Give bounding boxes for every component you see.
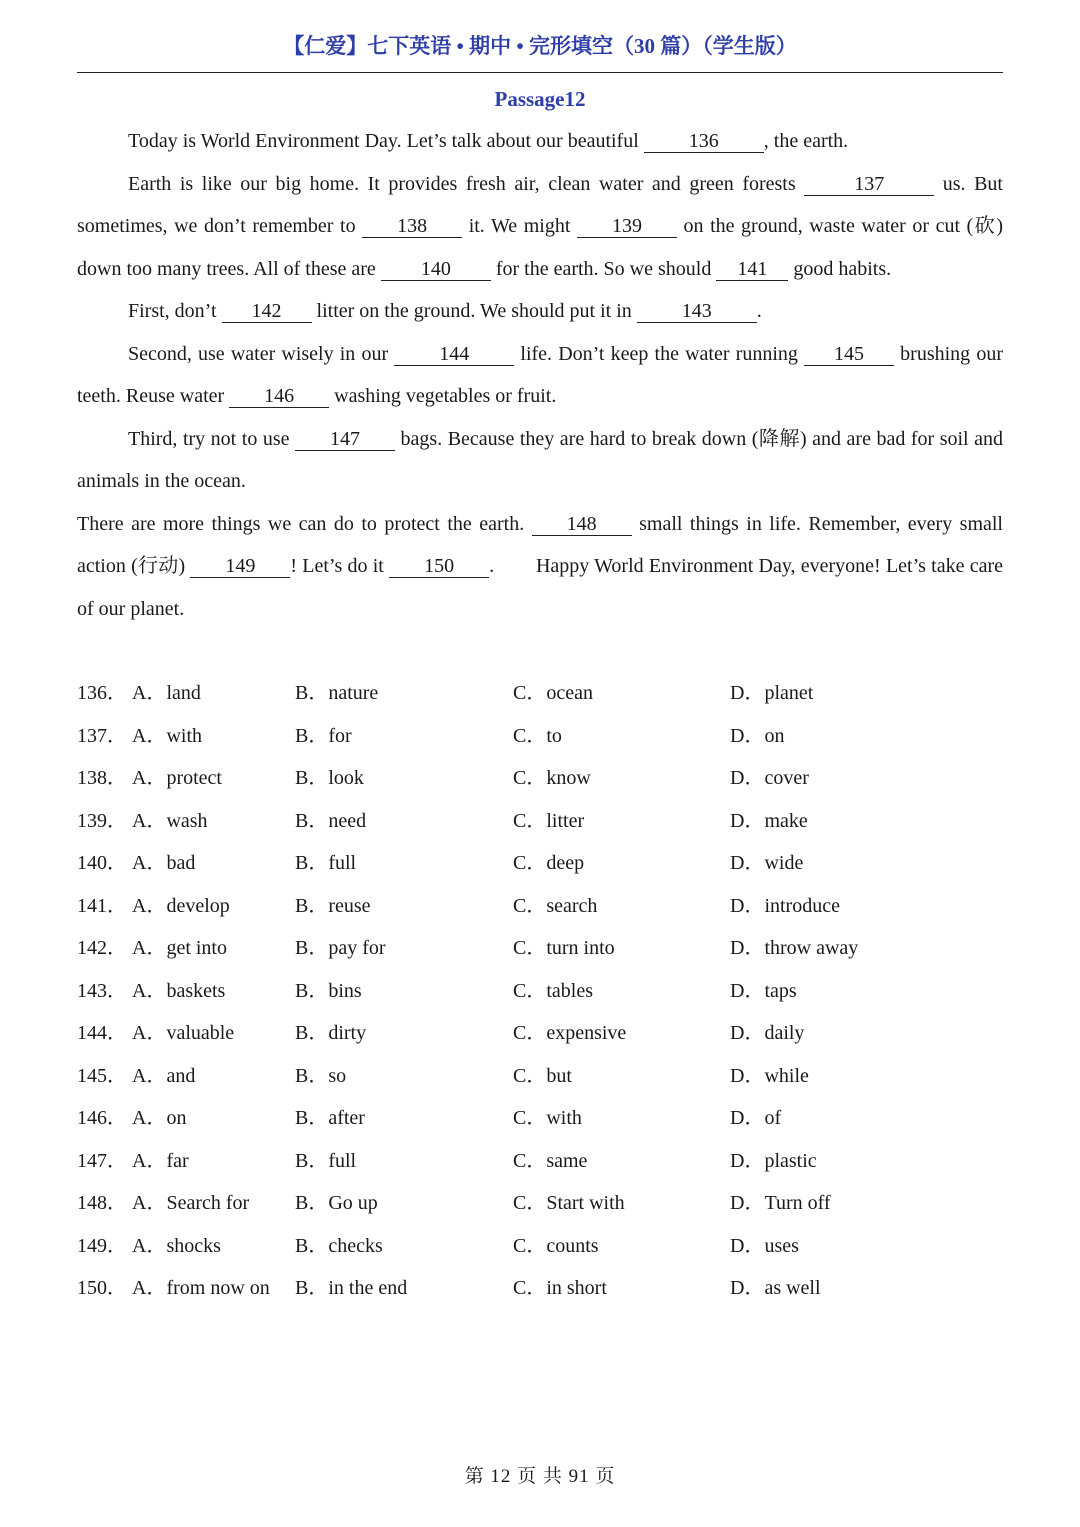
option-a: A．baskets — [132, 979, 226, 1002]
question-number: 142． — [77, 937, 127, 959]
question-row — [77, 715, 1003, 758]
option-a: A．Search for — [132, 1192, 250, 1214]
blank-140: 140 — [381, 258, 491, 281]
blank-150: 150 — [389, 555, 489, 578]
paragraph-text: Second, use water wisely in our — [128, 342, 395, 365]
option-d: D．Turn off — [730, 1192, 831, 1214]
question-number: 149． — [77, 1234, 127, 1257]
blank-149: 149 — [190, 555, 290, 578]
option-a: A．bad — [132, 852, 196, 874]
question-row — [77, 800, 1003, 843]
page-number: 第 12 页 共 91 页 — [464, 1466, 616, 1487]
option-a: A．get into — [132, 937, 227, 959]
question-number: 143． — [77, 979, 127, 1002]
option-a: A．develop — [132, 894, 230, 917]
paragraph-1 — [77, 120, 1003, 163]
question-row — [77, 842, 1003, 885]
option-d: D．daily — [730, 1022, 805, 1044]
header-rule — [77, 72, 1003, 73]
option-c: C．counts — [513, 1234, 599, 1257]
option-d: D．make — [730, 809, 808, 832]
option-c: C．ocean — [513, 682, 593, 704]
question-number: 140． — [77, 852, 127, 874]
blank-142: 142 — [222, 300, 312, 323]
question-number: 139． — [77, 809, 127, 832]
option-c: C．know — [513, 767, 591, 789]
option-d: D．planet — [730, 682, 814, 704]
paragraph-6 — [77, 503, 1003, 631]
option-a: A．valuable — [132, 1022, 235, 1044]
option-c: C．turn into — [513, 937, 615, 959]
paragraph-2 — [77, 163, 1003, 291]
question-number: 145． — [77, 1064, 127, 1087]
option-b: B．full — [295, 852, 357, 874]
option-d: D．while — [730, 1064, 809, 1087]
question-row — [77, 1097, 1003, 1140]
paragraph-4 — [77, 333, 1003, 418]
question-row — [77, 1182, 1003, 1225]
question-row — [77, 1225, 1003, 1268]
option-b: B．pay for — [295, 937, 386, 959]
passage-body — [77, 120, 1003, 630]
paragraph-5 — [77, 418, 1003, 503]
option-c: C．but — [513, 1064, 572, 1087]
option-a: A．on — [132, 1107, 187, 1129]
option-c: C．search — [513, 894, 598, 917]
document-header: 【仁爱】七下英语 • 期中 • 完形填空（30 篇）（学生版） — [283, 34, 797, 58]
question-row — [77, 1055, 1003, 1098]
question-number: 136． — [77, 682, 127, 704]
blank-141: 141 — [716, 258, 788, 281]
question-number: 147． — [77, 1149, 127, 1172]
option-c: C．tables — [513, 979, 593, 1002]
question-number: 146． — [77, 1107, 127, 1129]
question-number: 150． — [77, 1277, 127, 1299]
paragraph-text: Happy World Environment Day, everyone! Let’s take care of our planet. — [77, 555, 1004, 620]
paragraph-text: us. But sometimes, we don’t remember to — [77, 172, 1003, 237]
option-a: A．from now on — [132, 1277, 270, 1299]
paragraph-3 — [77, 290, 1003, 333]
option-a: A．wash — [132, 809, 208, 832]
blank-144: 144 — [394, 343, 514, 366]
question-number: 141． — [77, 894, 127, 917]
option-a: A．shocks — [132, 1234, 221, 1257]
paragraph-text: . — [756, 300, 762, 322]
blank-138: 138 — [362, 215, 462, 238]
option-d: D．of — [730, 1107, 782, 1129]
option-b: B．nature — [295, 682, 379, 704]
paragraph-text: , the earth. — [763, 130, 849, 152]
question-number: 137． — [77, 724, 127, 747]
option-c: C．with — [513, 1107, 582, 1129]
paragraph-text: it. We might — [462, 215, 577, 237]
option-b: B．so — [295, 1064, 347, 1087]
option-c: C．Start with — [513, 1192, 625, 1214]
option-c: C．deep — [513, 852, 585, 874]
option-b: B．dirty — [295, 1022, 367, 1044]
option-b: B．bins — [295, 979, 362, 1002]
option-d: D．introduce — [730, 894, 840, 917]
question-row — [77, 927, 1003, 970]
paragraph-text: Earth is like our big home. It provides fresh air, clean water and green forests — [128, 172, 805, 195]
blank-145: 145 — [804, 343, 894, 366]
paragraph-text: good habits. — [788, 257, 892, 280]
paragraph-text: small things in life. Remember, every small action (行动) — [77, 512, 1003, 577]
paragraph-text: Today is World Environment Day. Let’s talk about our beautiful — [128, 130, 644, 152]
option-d: D．plastic — [730, 1149, 817, 1172]
question-number: 148． — [77, 1192, 127, 1214]
option-c: C．expensive — [513, 1022, 627, 1044]
option-c: C．in short — [513, 1277, 607, 1299]
blank-146: 146 — [229, 385, 329, 408]
answer-options — [77, 672, 1003, 1310]
option-b: B．checks — [295, 1234, 383, 1257]
blank-148: 148 — [532, 513, 632, 536]
option-b: B．in the end — [295, 1277, 408, 1299]
question-number: 138． — [77, 767, 127, 789]
paragraph-text: brushing our teeth. Reuse water — [77, 342, 1003, 407]
option-d: D．wide — [730, 852, 804, 874]
option-a: A．protect — [132, 767, 222, 789]
paragraph-text: . — [489, 555, 495, 577]
paragraph-text: Third, try not to use — [128, 427, 296, 450]
question-row — [77, 1012, 1003, 1055]
option-b: B．Go up — [295, 1192, 378, 1214]
paragraph-text: bags. Because they are hard to break down (降解) and are bad for soil and animals in the ocean. — [77, 427, 1003, 492]
blank-143: 143 — [637, 300, 757, 323]
option-d: D．throw away — [730, 937, 859, 959]
option-b: B．reuse — [295, 894, 371, 917]
option-a: A．land — [132, 682, 201, 704]
option-b: B．full — [295, 1149, 357, 1172]
paragraph-text: for the earth. So we should — [490, 257, 717, 280]
paragraph-text: ! Let’s do it — [290, 555, 390, 577]
option-b: B．after — [295, 1107, 365, 1129]
option-a: A．with — [132, 724, 202, 747]
option-a: A．and — [132, 1064, 196, 1087]
paragraph-text: litter on the ground. We should put it in — [311, 300, 637, 322]
option-d: D．as well — [730, 1277, 821, 1299]
option-c: C．litter — [513, 809, 585, 832]
blank-147: 147 — [295, 428, 395, 451]
option-d: D．cover — [730, 767, 809, 789]
blank-137: 137 — [804, 173, 934, 196]
paragraph-text: on the ground, waste water or cut (砍) down too many trees. All of these are — [77, 215, 1003, 280]
blank-139: 139 — [577, 215, 677, 238]
option-c: C．to — [513, 724, 562, 747]
question-row — [77, 672, 1003, 715]
question-number: 144． — [77, 1022, 127, 1044]
question-row — [77, 1267, 1003, 1310]
paragraph-text: There are more things we can do to protect the earth. — [77, 512, 532, 535]
paragraph-text: washing vegetables or fruit. — [329, 385, 557, 407]
question-row — [77, 757, 1003, 800]
option-b: B．look — [295, 767, 364, 789]
blank-136: 136 — [644, 130, 764, 153]
option-b: B．need — [295, 809, 367, 832]
question-row — [77, 1140, 1003, 1183]
passage-title: Passage12 — [494, 87, 586, 111]
option-d: D．taps — [730, 979, 797, 1002]
question-row — [77, 885, 1003, 928]
paragraph-text: First, don’t — [128, 300, 222, 322]
option-a: A．far — [132, 1149, 189, 1172]
question-row — [77, 970, 1003, 1013]
option-c: C．same — [513, 1149, 588, 1172]
option-b: B．for — [295, 724, 352, 747]
option-d: D．on — [730, 724, 785, 747]
option-d: D．uses — [730, 1234, 799, 1257]
paragraph-text: life. Don’t keep the water running — [514, 342, 805, 365]
